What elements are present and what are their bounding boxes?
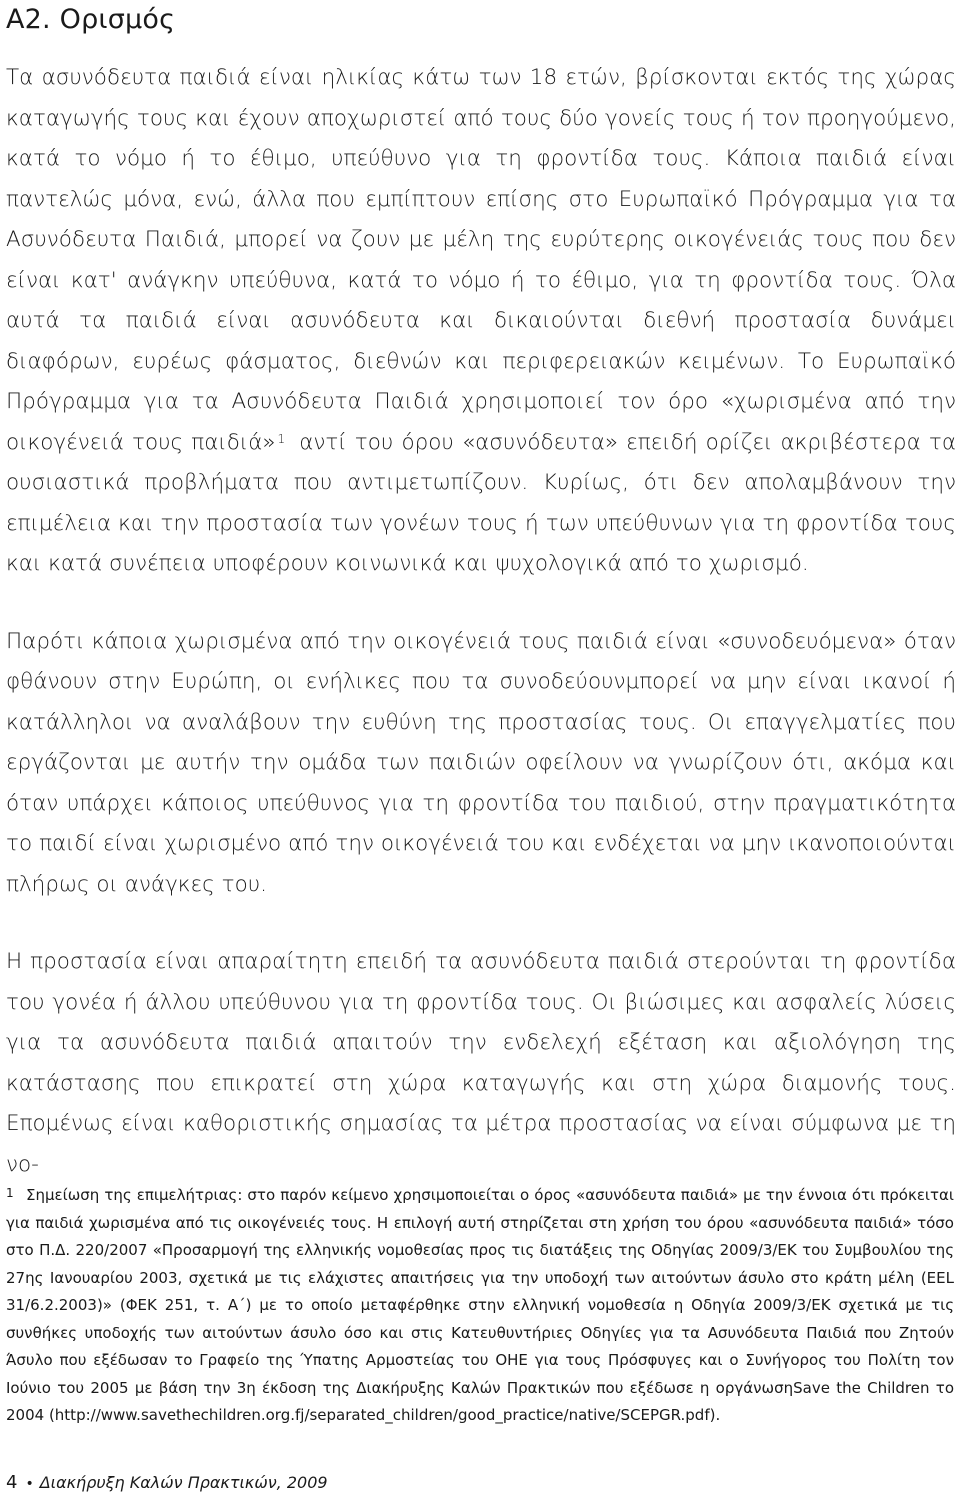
footnote-text: Σημείωση της επιμελήτριας: στο παρόν κείμενο χρησιμοποιείται ο όρος «ασυνόδευτα παιδιά» με την έννοια ότι πρόκειται για παιδιά χωρισμένα από τις οικογένειές τους. Η επιλογή αυτή στηρίζεται στη χρήση του όρου «ασυνόδευτα παιδιά» τόσο στο Π.Δ. 220/2007 «Προσαρμογή της ελληνικής νομοθεσίας προς τις διατάξεις της Οδηγίας 2009/3/ΕΚ του Συμβουλίου της 27ης Ιανουαρίου 2003, σχετικά με τις ελάχιστες απαιτήσεις για την υποδοχή των αιτούντων άσυλο στο κράτη μέλη (EEL 31/6.2.2003)» (ΦΕΚ 251, τ. Α΄) με το οποίο μεταφέρθηκε στην ελληνική νομοθεσία η Οδηγία 2009/3/ΕΚ σχετικά με τις συνθήκες υποδοχής των αιτούντων άσυλο όσο και στις Κατευθυντήριες Οδηγίες για τα Ασυνόδευτα Παιδιά που Ζητούν Άσυλο που εξέδωσαν το Γραφείο της Ύπατης Αρμοστείας του ΟΗΕ για τους Πρόσφυγες και ο Συνήγορος του Πολίτη τον Ιούνιο του 2005 με βάση την 3η έκδοση της Διακήρυξης Καλών Πρακτικών που εξέδωσε η οργάνωσηSave the Children το 2004 (http://www.savethechildren.org.fj/separated_children/good_practice/native/SCEPGR.pdf). bbox=[6, 1186, 954, 1424]
footnote-mark: 1 bbox=[6, 1186, 14, 1200]
footnote-reference[interactable]: 1 bbox=[277, 431, 286, 446]
publication-title: Διακήρυξη Καλών Πρακτικών, 2009 bbox=[39, 1473, 328, 1492]
footnote bbox=[6, 1182, 954, 1430]
page-number: 4 bbox=[6, 1472, 18, 1493]
page-footer bbox=[6, 1472, 328, 1495]
paragraph-text: αντί του όρου «ασυνόδευτα» επειδή ορίζει ακριβέστερα τα ουσιαστικά προβλήματα που αντιμετωπίζουν. Κυρίως, ότι δεν απολαμβάνουν την επιμέλεια και την προστασία των γονέων τους ή των υπεύθυνων για τη φροντίδα τους και κατά συνέπεια υποφέρουν κοινωνικά και ψυχολογικά από το χωρισμό. bbox=[6, 429, 956, 576]
paragraph-text: Τα ασυνόδευτα παιδιά είναι ηλικίας κάτω των 18 ετών, βρίσκονται εκτός της χώρας καταγωγής τους και έχουν αποχωριστεί από τους δύο γονείς τους ή τον προηγούμενο, κατά το νόμο ή το έθιμο, υπεύθυνο για τη φροντίδα τους. Κάποια παιδιά είναι παντελώς μόνα, ενώ, άλλα που εμπίπτουν επίσης στο Ευρωπαϊκό Πρόγραμμα για τα Ασυνόδευτα Παιδιά, μπορεί να ζουν με μέλη της ευρύτερης οικογένειάς τους που δεν είναι κατ' ανάγκην υπεύθυνα, κατά το νόμο ή το έθιμο, για τη φροντίδα τους. Όλα αυτά τα παιδιά είναι ασυνόδευτα και δικαιούνται διεθνή προστασία δυνάμει διαφόρων, ευρέως φάσματος, διεθνών και περιφερειακών κειμένων. Το Ευρωπαϊκό Πρόγραμμα για τα Ασυνόδευτα Παιδιά χρησιμοποιεί τον όρο «χωρισμένα από την οικογένειά τους παιδιά» bbox=[6, 65, 956, 455]
paragraph-protection: Η προστασία είναι απαραίτητη επειδή τα ασυνόδευτα παιδιά στερούνται τη φροντίδα του γονέα ή άλλου υπεύθυνου για τη φροντίδα τους. Οι βιώσιμες και ασφαλείς λύσεις για τα ασυνόδευτα παιδιά απαιτούν την ενδελεχή εξέταση και αξιολόγηση της κατάστασης που επικρατεί στη χώρα καταγωγής και στη χώρα διαμονής τους. Επομένως είναι καθοριστικής σημασίας τα μέτρα προστασίας να είναι σύμφωνα με τη νο- bbox=[6, 949, 956, 1177]
paragraph-definition bbox=[6, 58, 956, 585]
paragraph-accompanied: Παρότι κάποια χωρισμένα από την οικογένειά τους παιδιά είναι «συνοδευόμενα» όταν φθάνουν στην Ευρώπη, οι ενήλικες που τα συνοδεύουνμπορεί να μην είναι ικανοί ή κατάλληλοι να αναλάβουν την ευθύνη της προστασίας τους. Οι επαγγελματίες που εργάζονται με αυτήν την ομάδα των παιδιών οφείλουν να γνωρίζουν ότι, ακόμα και όταν υπάρχει κάποιος υπεύθυνος για τη φροντίδα του παιδιού, στην πραγματικότητα το παιδί είναι χωρισμένο από την οικογένειά του και ενδέχεται να μην ικανοποιούνται πλήρως οι ανάγκες του. bbox=[6, 628, 956, 897]
document-page bbox=[6, 0, 956, 1185]
section-heading: Α2. Ορισμός bbox=[6, 4, 176, 35]
bullet-separator: • bbox=[25, 1476, 34, 1492]
